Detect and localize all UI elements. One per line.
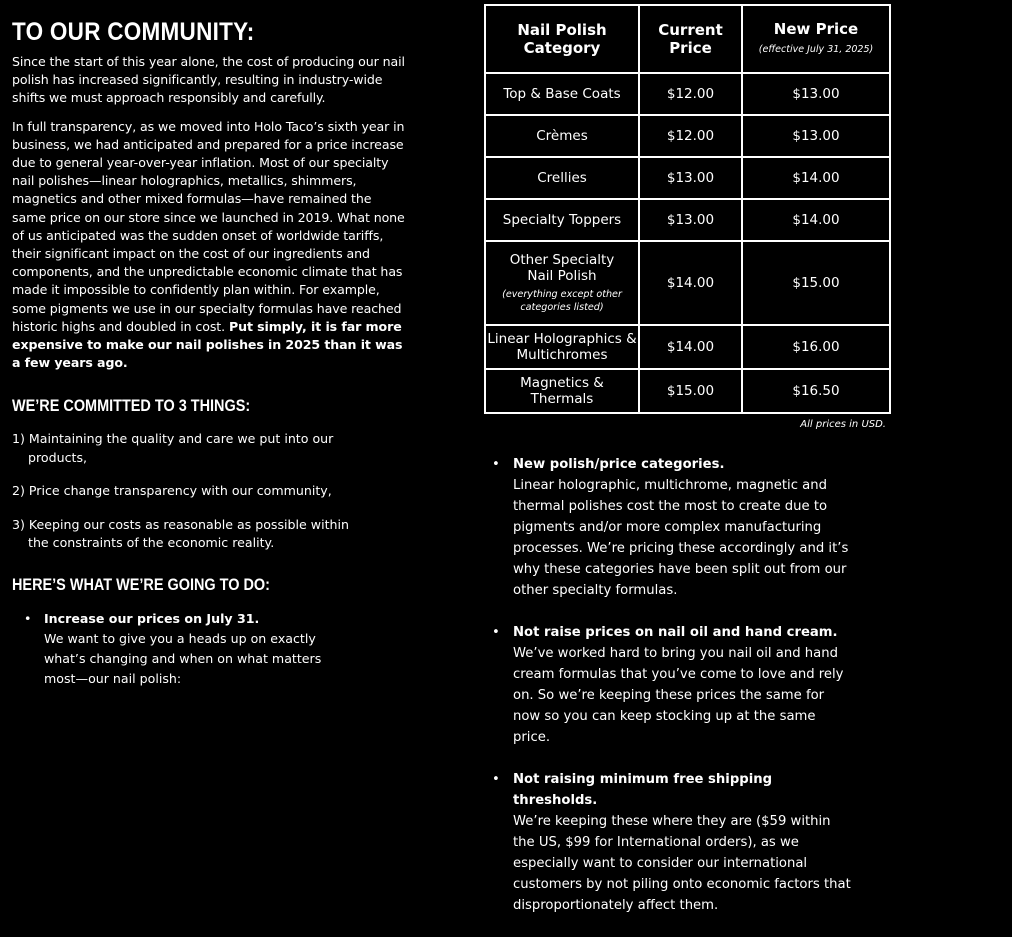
row-current-price: $14.00 (639, 241, 742, 325)
row-category (485, 325, 639, 369)
transparency-text: In full transparency, as we moved into Holo Taco’s sixth year in business, we had anticipated and prepared for a price increase due to general year-over-year inflation. Most of our specialty nail polishes—linear holographics, metallics, shimmers, magnetics and other mixed formulas—have remained the same price on our store since we launched in 2019. What none of us anticipated was the sudden onset of worldwide tariffs, their significant impact on the cost of our ingredients and components, and the unpredictable economic climate that has made it impossible to confidently plan within. For example, some pigments we use in our specialty formulas have reached historic highs and doubled in cost. (12, 118, 405, 334)
header-current-price: Current Price (639, 5, 742, 73)
row-category (485, 369, 639, 413)
header-new-price-label: New Price (773, 19, 859, 38)
policy-item-body: We’ve worked hard to bring you nail oil and hand cream formulas that you’ve come to love and rely on. So we’re keeping these prices the same for now so you can keep stocking up at the same price. (513, 646, 844, 745)
header-new-price-effective: (effective July 31, 2025) (758, 43, 874, 55)
todo-item (12, 609, 407, 689)
policy-item (484, 454, 853, 601)
table-row (485, 115, 890, 157)
todo-item-body: We want to give you a heads up on exactly what’s changing and when on what matters most—our nail polish: (44, 630, 322, 686)
commitment-item: 3) Keeping our costs as reasonable as possible within the constraints of the economic reality. (12, 516, 349, 551)
left-column (12, 18, 407, 689)
policy-item-body: Linear holographic, multichrome, magnetic and thermal polishes cost the most to create due to pigments and/or more complex manufacturing processes. We’re pricing these accordingly and it’s why these categories have been split out from our other specialty formulas. (513, 478, 849, 598)
currency-footnote: All prices in USD. (800, 419, 886, 430)
row-current-price: $12.00 (639, 73, 742, 115)
commitment-item: 2) Price change transparency with our community, (12, 483, 332, 499)
commitments-heading: WE’RE COMMITTED TO 3 THINGS: (12, 396, 251, 416)
row-category-note: (everything except other categories listed) (502, 289, 622, 313)
header-category: Nail Polish Category (485, 5, 639, 73)
row-current-price: $13.00 (639, 157, 742, 199)
intro-text: Since the start of this year alone, the cost of producing our nail polish has increased significantly, resulting in industry-wide shifts we must approach responsibly and carefully. (12, 54, 405, 106)
table-row (485, 73, 890, 115)
header-new-price (742, 5, 890, 73)
table-row (485, 369, 890, 413)
row-category (485, 241, 639, 325)
todo-heading: HERE’S WHAT WE’RE GOING TO DO: (12, 574, 270, 594)
transparency-bold-text: Put simply, it is far more expensive to make our nail polishes in 2025 than it was a few years ago. (12, 318, 403, 371)
row-new-price: $13.00 (742, 115, 890, 157)
table-row (485, 157, 890, 199)
row-category-label: Magnetics & Thermals (520, 375, 604, 407)
row-category: Crèmes (485, 115, 639, 157)
intro-paragraph (12, 53, 407, 108)
row-new-price: $14.00 (742, 199, 890, 241)
price-table (484, 4, 891, 414)
policy-item-body: We’re keeping these where they are ($59 within the US, $99 for International orders), as we especially want to consider our international customers by not piling onto economic factors that disproportionately affect them. (513, 814, 851, 913)
row-current-price: $15.00 (639, 369, 742, 413)
policy-item-title: • New polish/price categories. (513, 457, 725, 472)
transparency-paragraph (12, 118, 407, 373)
row-new-price: $16.50 (742, 369, 890, 413)
table-row (485, 199, 890, 241)
policy-item-title: • Not raise prices on nail oil and hand cream. (513, 625, 838, 640)
row-new-price: $14.00 (742, 157, 890, 199)
policy-item (484, 622, 853, 748)
row-current-price: $12.00 (639, 115, 742, 157)
table-row (485, 325, 890, 369)
row-category-label: Other Specialty Nail Polish (509, 252, 615, 284)
table-row (485, 241, 890, 325)
row-new-price: $16.00 (742, 325, 890, 369)
row-category: Crellies (485, 157, 639, 199)
row-new-price: $13.00 (742, 73, 890, 115)
policy-item (484, 769, 853, 916)
todo-list (12, 609, 407, 689)
page-title: TO OUR COMMUNITY: (12, 18, 255, 46)
commitments-list (12, 430, 407, 553)
price-table-header-row (485, 5, 890, 73)
right-column (484, 4, 894, 937)
row-category: Specialty Toppers (485, 199, 639, 241)
todo-item-title: • Increase our prices on July 31. (44, 610, 260, 626)
row-current-price: $14.00 (639, 325, 742, 369)
row-new-price: $15.00 (742, 241, 890, 325)
commitment-item: 1) Maintaining the quality and care we put into our products, (12, 431, 334, 465)
policy-list (484, 454, 894, 916)
policy-item-title: • Not raising minimum free shipping thresholds. (513, 772, 773, 808)
row-category: Top & Base Coats (485, 73, 639, 115)
row-current-price: $13.00 (639, 199, 742, 241)
row-category-label: Linear Holographics & Multichromes (487, 331, 637, 363)
